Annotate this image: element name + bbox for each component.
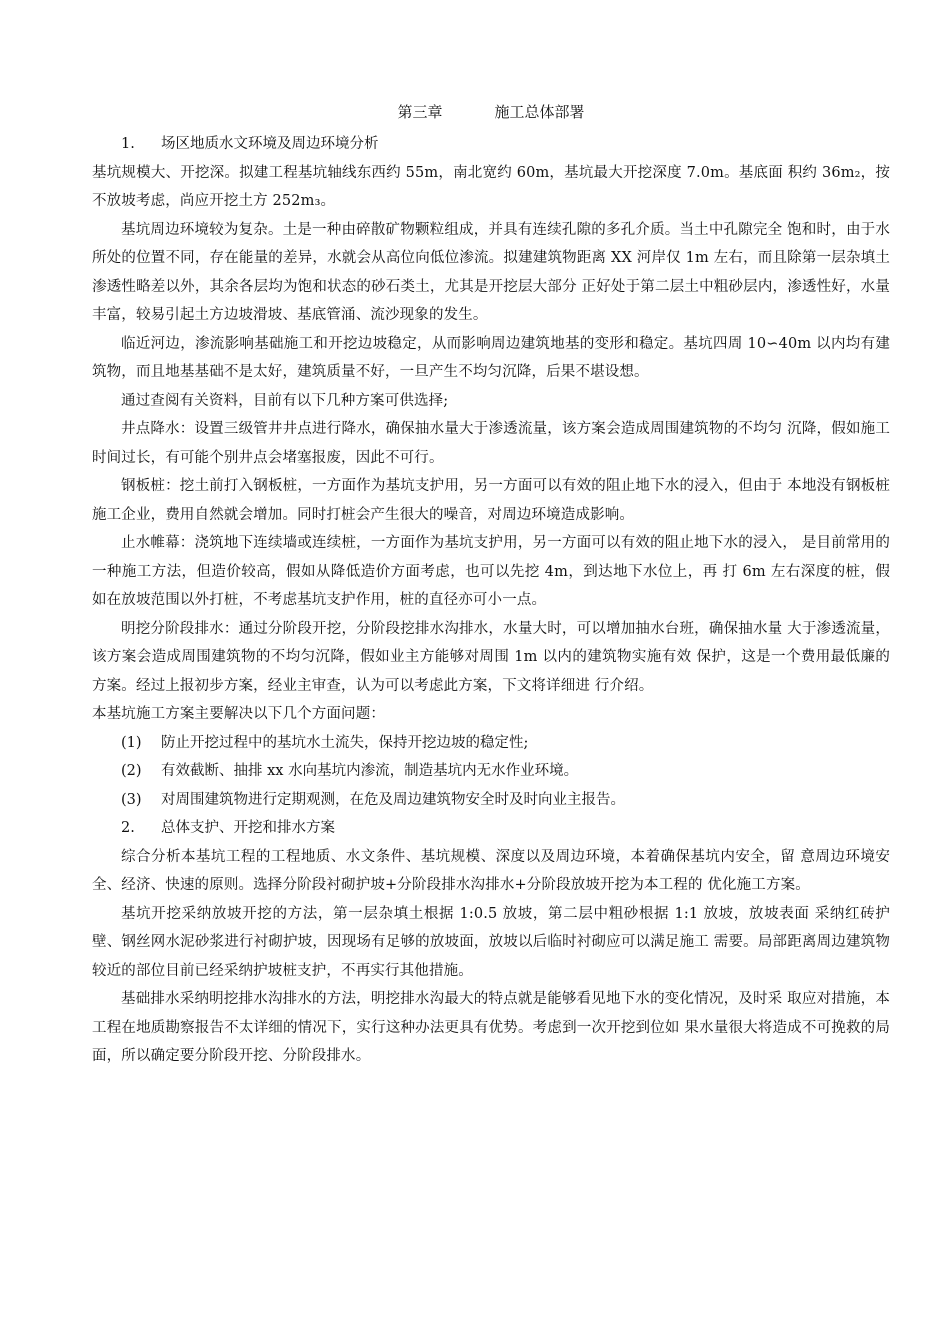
paragraph: 钢板桩：挖土前打入钢板桩，一方面作为基坑支护用，另一方面可以有效的阻止地下水的浸入，但由于 本地没有钢板桩施工企业，费用自然就会增加。同时打桩会产生很大的噪音，对周边环境造成影响。	[92, 478, 890, 523]
section-title: 场区地质水文环境及周边环境分析	[161, 136, 379, 152]
paragraph: 本基坑施工方案主要解决以下几个方面问题：	[92, 706, 385, 722]
chapter-title	[92, 100, 890, 124]
paragraph: 井点降水：设置三级管井井点进行降水，确保抽水量大于渗透流量，该方案会造成周围建筑物的不均匀 沉降，假如施工时间过长，有可能个别井点会堵塞报废，因此不可行。	[92, 421, 890, 466]
section-number: 2.	[121, 820, 135, 836]
list-number: (2)	[121, 763, 142, 779]
section-heading-2	[92, 814, 890, 843]
chapter-number: 第三章	[397, 103, 443, 121]
list-text: 对周围建筑物进行定期观测，在危及周边建筑物安全时及时向业主报告。	[161, 791, 625, 808]
paragraph: 止水帷幕：浇筑地下连续墙或连续桩，一方面作为基坑支护用，另一方面可以有效的阻止地下水的浸入， 是目前常用的一种施工方法，但造价较高，假如从降低造价方面考虑，也可以先挖 4m，到达地下水位上，再 打 6m 左右深度的桩，假如在放坡范围以外打桩，不考虑基坑支护作用，桩的直径亦可小一点。	[92, 535, 890, 608]
section-heading-1	[92, 130, 890, 159]
list-item	[92, 786, 890, 815]
section-title: 总体支护、开挖和排水方案	[161, 820, 335, 836]
paragraph: 通过查阅有关资料，目前有以下几种方案可供选择;	[121, 392, 449, 409]
list-number: (1)	[121, 734, 142, 751]
section-number: 1.	[121, 136, 135, 152]
paragraph: 基坑周边环境较为复杂。土是一种由碎散矿物颗粒组成，并具有连续孔隙的多孔介质。当土中孔隙完全 饱和时，由于水所处的位置不同，存在能量的差异，水就会从高位向低位渗流。拟建建筑物距离 XX 河岸仅 1m 左右，而且除第一层杂填土渗透性略差以外，其余各层均为饱和状态的砂石类土，尤其是开挖层大部分 正好处于第二层土中粗砂层内，渗透性好，水量丰富，较易引起土方边坡滑坡、基底管涌、流沙现象的发生。	[92, 221, 890, 323]
list-number: (3)	[121, 791, 142, 808]
list-text: 防止开挖过程中的基坑水土流失，保持开挖边坡的稳定性;	[161, 734, 529, 751]
paragraph: 临近河边，渗流影响基础施工和开挖边坡稳定，从而影响周边建筑地基的变形和稳定。基坑四周 10∽40m 以内均有建筑物，而且地基基础不是太好，建筑质量不好，一旦产生不均匀沉降，后果不堪设想。	[92, 335, 890, 380]
list-item	[92, 729, 890, 758]
paragraph: 基坑开挖采纳放坡开挖的方法，第一层杂填土根据 1:0.5 放坡，第二层中粗砂根据 1:1 放坡，放坡表面 采纳红砖护壁、钢丝网水泥砂浆进行衬砌护坡，因现场有足够的放坡面，放坡以后临时衬砌应可以满足施工 需要。局部距离周边建筑物较近的部位目前已经采纳护坡桩支护，不再实行其他措施。	[92, 905, 890, 979]
list-item	[92, 757, 890, 786]
document-page	[92, 100, 890, 1071]
paragraph: 基础排水采纳明挖排水沟排水的方法，明挖排水沟最大的特点就是能够看见地下水的变化情况，及时采 取应对措施，本工程在地质勘察报告不太详细的情况下，实行这种办法更具有优势。考虑到一次开挖到位如 果水量很大将造成不可挽救的局面，所以确定要分阶段开挖、分阶段排水。	[92, 991, 890, 1064]
chapter-name: 施工总体部署	[494, 103, 585, 121]
paragraph: 综合分析本基坑工程的工程地质、水文条件、基坑规模、深度以及周边环境，本着确保基坑内安全，留 意周边环境安全、经济、快速的原则。选择分阶段衬砌护坡+分阶段排水沟排水+分阶段放坡开挖为本工程的 优化施工方案。	[92, 848, 890, 893]
list-text: 有效截断、抽排 xx 水向基坑内渗流，制造基坑内无水作业环境。	[161, 763, 579, 779]
paragraph: 明挖分阶段排水：通过分阶段开挖，分阶段挖排水沟排水，水量大时，可以增加抽水台班，确保抽水量 大于渗透流量，该方案会造成周围建筑物的不均匀沉降，假如业主方能够对周围 1m 以内的建筑物实施有效 保护，这是一个费用最低廉的方案。经过上报初步方案，经业主审查，认为可以考虑此方案，下文将详细进 行介绍。	[92, 620, 890, 694]
paragraph: 基坑规模大、开挖深。拟建工程基坑轴线东西约 55m，南北宽约 60m，基坑最大开挖深度 7.0m。基底面 积约 36m₂，按不放坡考虑，尚应开挖土方 252m₃。	[92, 164, 890, 209]
